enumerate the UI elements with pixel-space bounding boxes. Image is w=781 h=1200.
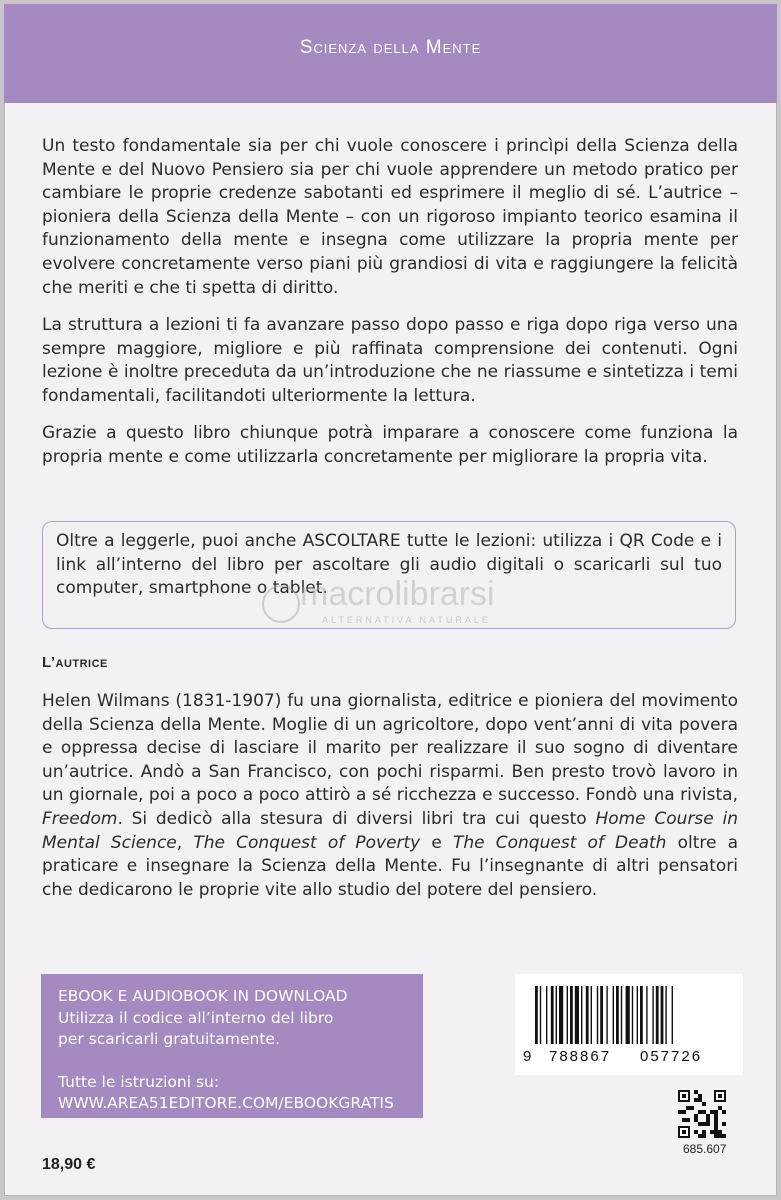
qr-module (694, 1114, 698, 1118)
qr-module (706, 1114, 710, 1118)
qr-module (714, 1118, 718, 1122)
qr-module (686, 1106, 690, 1110)
qr-module (702, 1102, 706, 1106)
barcode-bar (575, 986, 579, 1044)
barcode-bar (613, 986, 614, 1044)
series-title: Scienza della Mente (299, 36, 482, 58)
qr-module (686, 1118, 690, 1122)
description-paragraph-2: La struttura a lezioni ti fa avanzare passo dopo passo e riga dopo riga verso una sempre maggiore, migliore e più raffinata comprensione dei contenuti. Ogni lezione è inoltre preceduta da un’introduzione che ne riassume e sintetizza i temi fondamentali, facilitandoti ulteriormente la lettura. (42, 315, 738, 406)
barcode-bar (535, 986, 538, 1044)
ebook-line-2: per scaricarli gratuitamente. (58, 1030, 280, 1048)
barcode-bar (581, 986, 582, 1044)
qr-module (714, 1134, 718, 1138)
price: 18,90 € (42, 1156, 96, 1173)
qr-module (698, 1110, 702, 1114)
qr-module (702, 1134, 706, 1138)
qr-module (698, 1122, 702, 1126)
barcode-bar (546, 986, 547, 1044)
qr-module (718, 1134, 722, 1138)
ebook-line-1: Utilizza il codice all’interno del libro (58, 1008, 334, 1027)
barcode-bar (661, 986, 664, 1044)
barcode-bar (665, 986, 666, 1044)
barcode-bar (656, 986, 659, 1044)
bio-title-home-course: Home Course in Mental Science (42, 808, 739, 853)
back-cover (4, 4, 777, 1196)
qr-module (710, 1130, 714, 1134)
barcode-bar (621, 986, 622, 1044)
description-paragraph-3: Grazie a questo libro chiunque potrà imparare a conoscere come funziona la propria mente e come utilizzarla concretamente per migliorare la propria vita. (42, 423, 738, 467)
barcode-bar (597, 986, 598, 1044)
qr-module (714, 1110, 718, 1114)
barcode-bar (559, 986, 563, 1044)
qr-module (722, 1134, 726, 1138)
qr-module (714, 1114, 718, 1118)
watermark-logo-icon (262, 585, 300, 623)
qr-module (714, 1130, 718, 1134)
author-bio (42, 690, 738, 902)
qr-module (706, 1118, 710, 1122)
barcode-bar (652, 986, 653, 1044)
barcode-bars (535, 986, 727, 1044)
barcode-bar (551, 986, 554, 1044)
qr-module (694, 1118, 698, 1122)
qr-module (702, 1122, 706, 1126)
barcode-bar (567, 986, 568, 1044)
audio-lessons-note: Oltre a leggerle, puoi anche ASCOLTARE tutte le lezioni: utilizza i QR Code e i link all’interno del libro per ascoltare gli audio digitali o scaricarli sul tuo computer, smartphone o tablet. (56, 531, 722, 599)
bio-title-conquest-death: The Conquest of Death (453, 832, 667, 853)
qr-module (706, 1122, 710, 1126)
description-paragraph-1: Un testo fondamentale sia per chi vuole conoscere i princìpi della Scienza della Mente e del Nuovo Pensiero sia per chi vuole apprendere un metodo pratico per cambiare le proprie credenze sabotanti ed esprimere il meglio di sé. L’autrice – pioniera della Scienza della Mente – con un rigoroso impianto teorico esamina il funzionamento della mente e insegna come utilizzare la propria mente per evolvere concretamente verso piani più grandiosi di vita e raggiungere la felicità che meriti e che ti spetta di diritto. (42, 136, 738, 298)
product-code: 685.607 (683, 1142, 727, 1156)
barcode-bar (600, 986, 603, 1044)
qr-module (678, 1110, 682, 1114)
watermark-text: macrolibrarsi (300, 575, 495, 613)
barcode-group-2: 057726 (640, 1048, 703, 1065)
qr-finder (682, 1130, 686, 1134)
qr-module (702, 1130, 706, 1134)
qr-module (694, 1098, 698, 1102)
qr-module (698, 1134, 702, 1138)
qr-module (698, 1094, 702, 1098)
watermark (262, 575, 552, 629)
qr-module (694, 1130, 698, 1134)
qr-module (718, 1106, 722, 1110)
barcode-bar (616, 986, 619, 1044)
bio-text: oltre a praticare e insegnare la Scienza della Mente. Fu l’insegnante di altri pensatori che dedicarono le proprie vite allo studio del potere del pensiero. (42, 832, 739, 900)
watermark-subtext: ALTERNATIVA NATURALE (322, 615, 491, 625)
barcode-bar (606, 986, 607, 1044)
barcode-bar (626, 986, 630, 1044)
barcode-bar (632, 986, 633, 1044)
qr-module (718, 1130, 722, 1134)
bio-text: e (420, 832, 453, 853)
barcode-bar (646, 986, 647, 1044)
ebook-instructions: Tutte le istruzioni su: (58, 1072, 220, 1091)
barcode-bar (586, 986, 589, 1044)
qr-module (714, 1122, 718, 1126)
series-band (4, 4, 777, 103)
barcode-bar (672, 986, 673, 1044)
bio-text: , (176, 832, 194, 853)
barcode-lead-digit: 9 (523, 1048, 532, 1065)
qr-finder (682, 1094, 686, 1098)
qr-module (722, 1110, 726, 1114)
isbn-barcode (515, 974, 743, 1075)
barcode-bar (637, 986, 638, 1044)
barcode-bar (556, 986, 557, 1044)
qr-module (698, 1098, 702, 1102)
ebook-url[interactable]: WWW.AREA51EDITORE.COM/EBOOKGRATIS (58, 1094, 394, 1112)
bio-title-conquest-poverty: The Conquest of Poverty (193, 832, 421, 853)
bio-text: . Si dedicò alla stesura di diversi libri tra cui questo (117, 808, 596, 829)
qr-finder (718, 1094, 722, 1098)
ebook-download-box (41, 974, 423, 1118)
barcode-bar (591, 986, 592, 1044)
bio-text: Helen Wilmans (1831-1907) fu una giornalista, editrice e pioniera del movimento della Scienza della Mente. Moglie di un agricoltore, dopo vent’anni di vita povera e oppressa decise di lasciare il marito per realizzare il suo sogno di diventare un’autrice. Andò a San Francisco, con pochi risparmi. Ben presto trovò lavoro in un giornale, poi a poco a poco attirò a sé ricchezza e successo. Fondò una rivista, (42, 691, 738, 806)
barcode-bar (570, 986, 573, 1044)
qr-module (682, 1118, 686, 1122)
author-heading: L’autrice (42, 654, 108, 671)
qr-module (694, 1090, 698, 1094)
qr-module (714, 1126, 718, 1130)
qr-module (710, 1110, 714, 1114)
barcode-bar (540, 986, 541, 1044)
qr-module (722, 1122, 726, 1126)
barcode-bar (640, 986, 643, 1044)
bio-title-freedom: Freedom (42, 808, 118, 829)
barcode-group-1: 788867 (549, 1048, 612, 1065)
qr-code-icon (678, 1090, 726, 1138)
qr-module (690, 1106, 694, 1110)
qr-module (682, 1110, 686, 1114)
ebook-title: EBOOK E AUDIOBOOK IN DOWNLOAD (58, 987, 348, 1005)
qr-module (702, 1110, 706, 1114)
